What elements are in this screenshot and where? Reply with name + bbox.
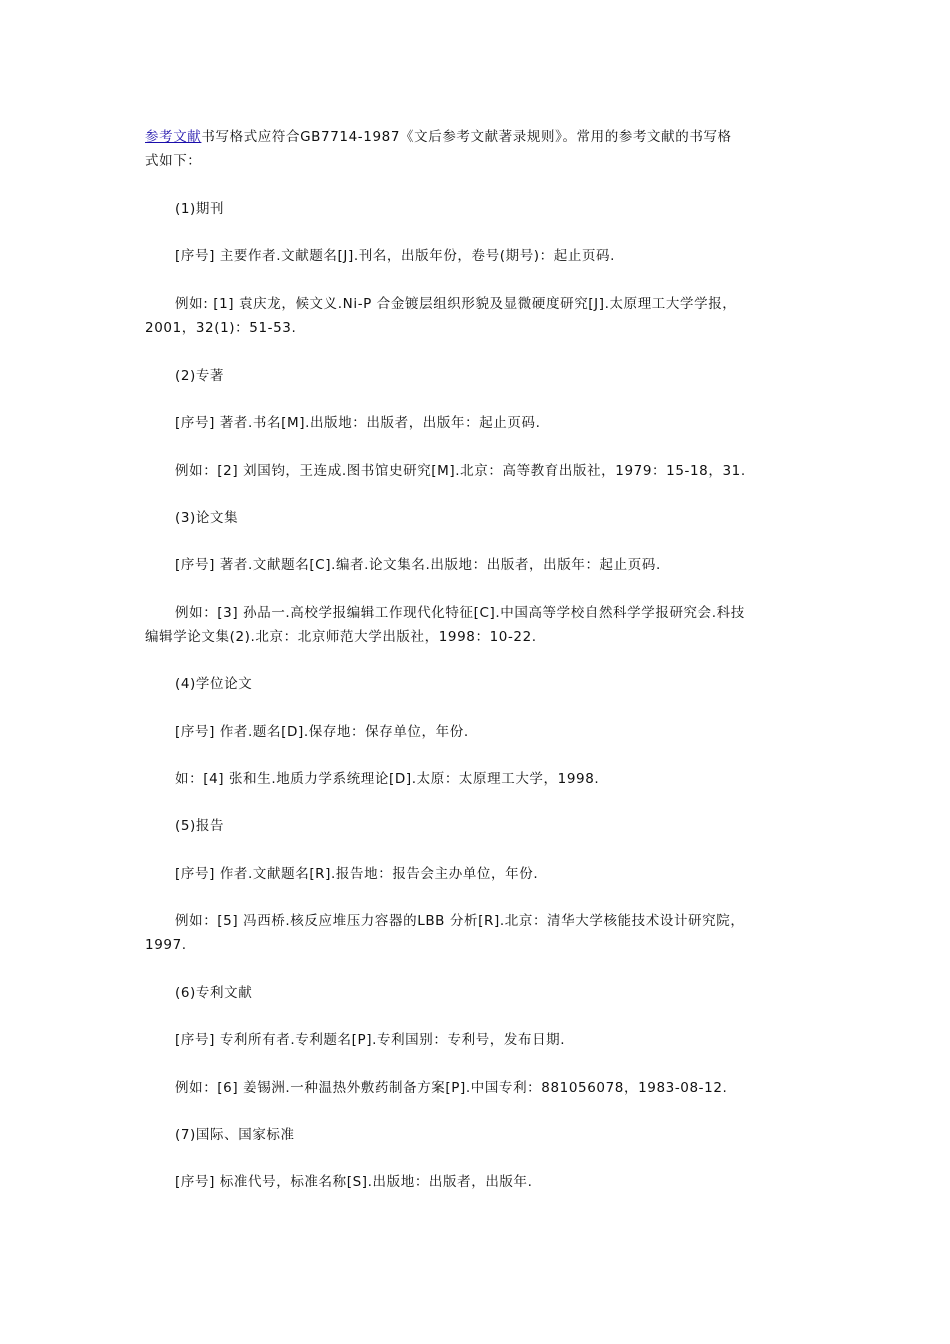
section-heading: (2)专著 [175,368,225,384]
section-heading: (6)专利文献 [175,985,253,1001]
format-line: [序号] 著者.文献题名[C].编者.论文集名.出版地：出版者，出版年：起止页码. [175,557,661,573]
example-line-continued: 2001，32(1)：51-53. [145,320,297,336]
example-line: 例如：[2] 刘国钧，王连成.图书馆史研究[M].北京：高等教育出版社，1979：15-18，31. [175,463,746,479]
format-line: [序号] 作者.文献题名[R].报告地：报告会主办单位，年份. [175,866,539,882]
example-line-continued: 编辑学论文集(2).北京：北京师范大学出版社，1998：10-22. [145,629,537,645]
format-line: [序号] 著者.书名[M].出版地：出版者，出版年：起止页码. [175,415,541,431]
intro-line-1 [145,125,805,149]
example-line: 例如：[6] 姜锡洲.一种温热外敷药制备方案[P].中国专利：881056078，1983-08-12. [175,1080,728,1096]
format-line: [序号] 主要作者.文献题名[J].刊名，出版年份，卷号(期号)：起止页码. [175,248,616,264]
example-line: 例如: [1] 袁庆龙，候文义.Ni-P 合金镀层组织形貌及显微硬度研究[J].太原理工大学学报， [175,296,737,312]
example-line: 如：[4] 张和生.地质力学系统理论[D].太原：太原理工大学，1998. [175,771,600,787]
format-line: [序号] 标准代号，标准名称[S].出版地：出版者，出版年. [175,1174,533,1190]
intro-text: 书写格式应符合GB7714-1987《文后参考文献著录规则》。常用的参考文献的书写格 [201,129,732,145]
reference-link[interactable]: 参考文献 [145,129,202,145]
section-heading: (5)报告 [175,818,225,834]
section-heading: (3)论文集 [175,510,239,526]
section-heading: (1)期刊 [175,201,225,217]
format-line: [序号] 作者.题名[D].保存地：保存单位，年份. [175,724,469,740]
example-line: 例如：[3] 孙品一.高校学报编辑工作现代化特征[C].中国高等学校自然科学学报研究会.科技 [175,605,745,621]
format-line: [序号] 专利所有者.专利题名[P].专利国别：专利号，发布日期. [175,1032,566,1048]
example-line: 例如：[5] 冯西桥.核反应堆压力容器的LBB 分析[R].北京：清华大学核能技术设计研究院， [175,913,745,929]
intro-line-2: 式如下： [145,153,202,169]
section-heading: (4)学位论文 [175,676,253,692]
example-line-continued: 1997. [145,937,187,953]
section-heading: (7)国际、国家标准 [175,1127,295,1143]
